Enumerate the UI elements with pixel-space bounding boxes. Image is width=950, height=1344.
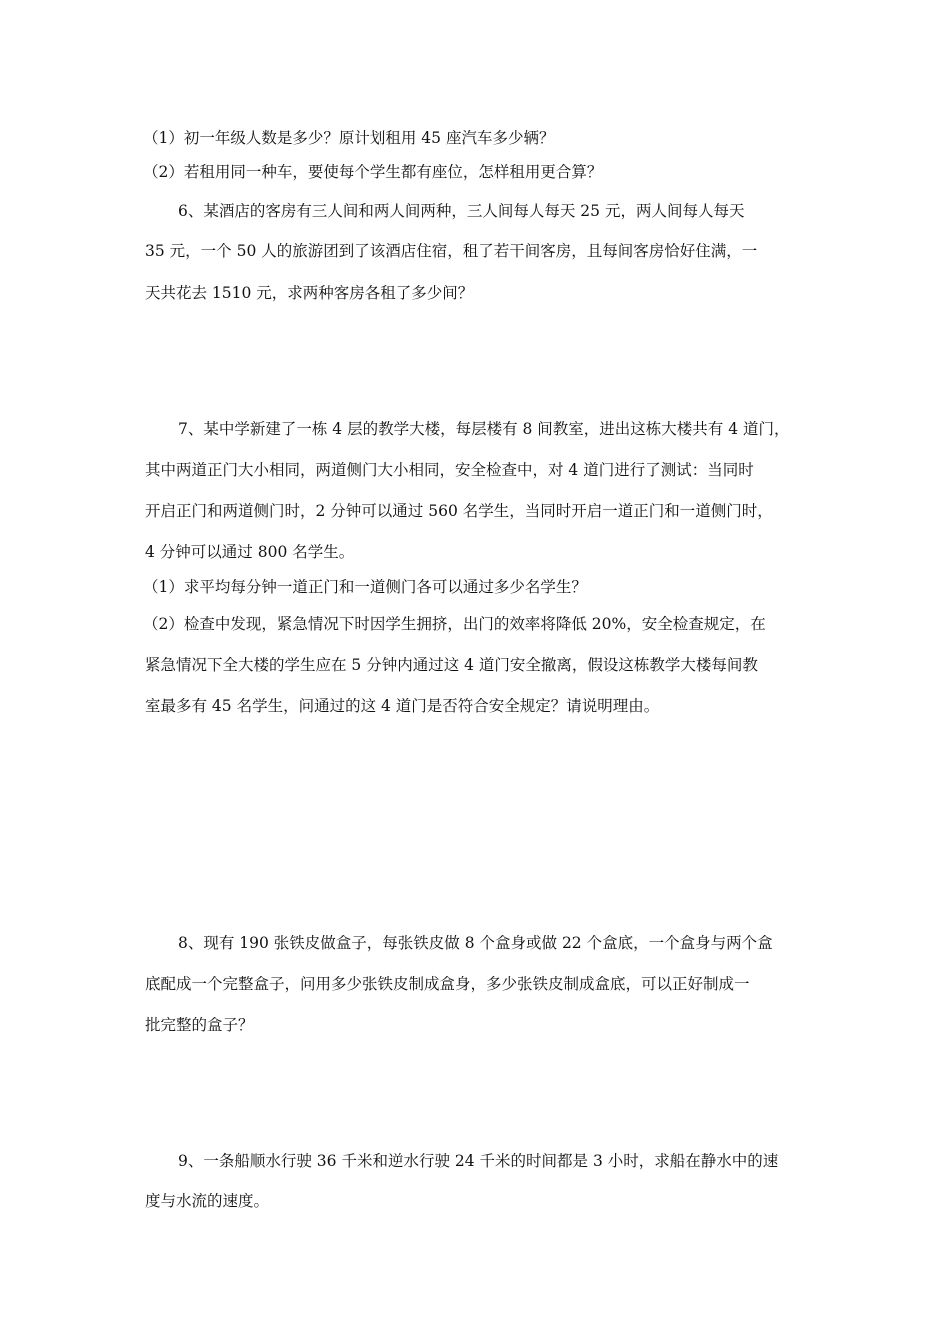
q7-line: 开启正门和两道侧门时，2 分钟可以通过 560 名学生，当同时开启一道正门和一道侧门时， bbox=[145, 502, 773, 520]
q7-sub1-text: （1）求平均每分钟一道正门和一道侧门各可以通过多少名学生？ bbox=[143, 578, 587, 596]
q7-line: 4 分钟可以通过 800 名学生。 bbox=[145, 543, 355, 561]
q7-line: 7、某中学新建了一栋 4 层的教学大楼，每层楼有 8 间教室，进出这栋大楼共有 4 道门， bbox=[178, 420, 790, 438]
q6-line: 天共花去 1510 元，求两种客房各租了多少间？ bbox=[145, 284, 474, 302]
q6-line: 35 元，一个 50 人的旅游团到了该酒店住宿，租了若干间客房，且每间客房恰好住满，一 bbox=[145, 242, 758, 260]
q8-line: 底配成一个完整盒子，问用多少张铁皮制成盒身，多少张铁皮制成盒底，可以正好制成一 bbox=[145, 975, 750, 993]
q7-sub2-line: （2）检查中发现，紧急情况下时因学生拥挤，出门的效率将降低 20%，安全检查规定，在 bbox=[143, 615, 766, 633]
q7-sub2-line: 室最多有 45 名学生，问通过的这 4 道门是否符合安全规定？请说明理由。 bbox=[145, 697, 660, 715]
q8-line: 批完整的盒子？ bbox=[145, 1016, 254, 1034]
q7-line: 其中两道正门大小相同，两道侧门大小相同，安全检查中，对 4 道门进行了测试：当同时 bbox=[145, 461, 754, 479]
q8-line: 8、现有 190 张铁皮做盒子，每张铁皮做 8 个盒身或做 22 个盒底，一个盒身与两个盒 bbox=[178, 934, 773, 952]
q6-line: 6、某酒店的客房有三人间和两人间两种，三人间每人每天 25 元，两人间每人每天 bbox=[178, 202, 745, 220]
q5-sub2-text: （2）若租用同一种车，要使每个学生都有座位，怎样租用更合算？ bbox=[143, 163, 603, 181]
q9-line: 9、一条船顺水行驶 36 千米和逆水行驶 24 千米的时间都是 3 小时，求船在静水中的速 bbox=[178, 1152, 779, 1170]
q9-line: 度与水流的速度。 bbox=[145, 1192, 270, 1210]
q7-sub2-line: 紧急情况下全大楼的学生应在 5 分钟内通过这 4 道门安全撤离，假设这栋教学大楼每间教 bbox=[145, 656, 758, 674]
q5-sub1-text: （1）初一年级人数是多少？原计划租用 45 座汽车多少辆？ bbox=[143, 129, 555, 147]
